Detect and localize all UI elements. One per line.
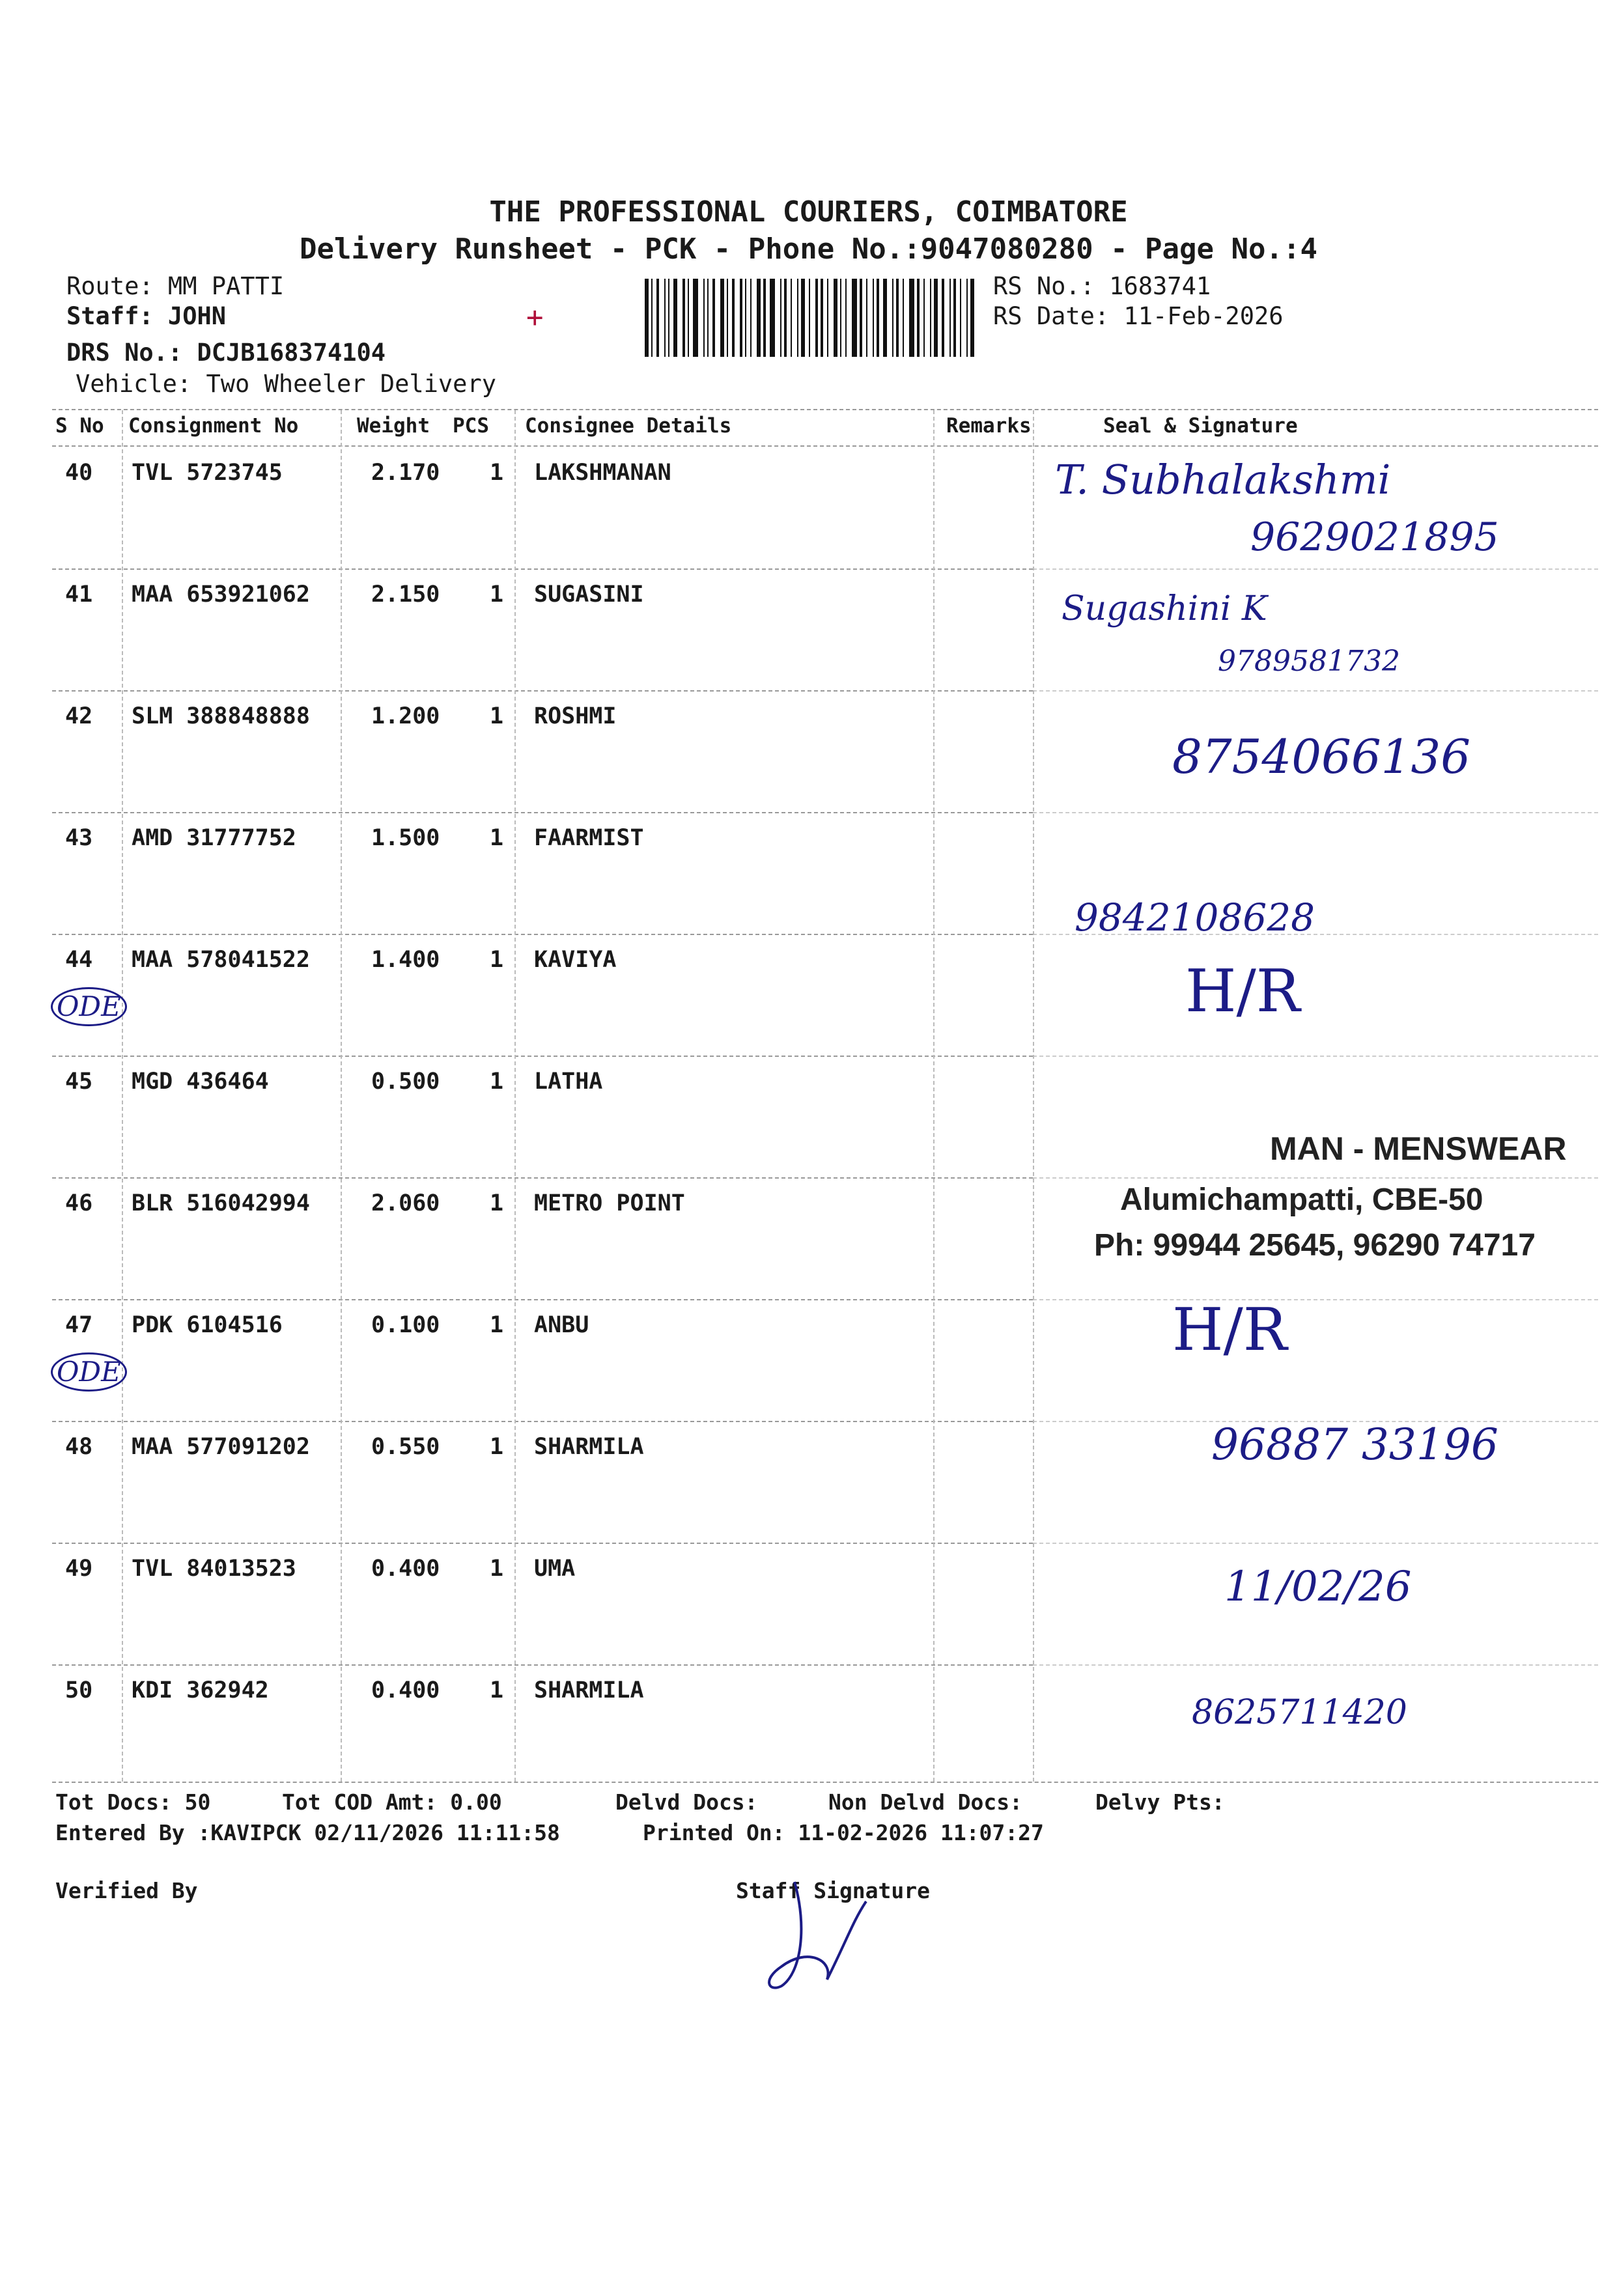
cell-weight: 0.400 [371,1677,440,1703]
cell-weight: 2.060 [371,1190,440,1216]
cell-weight: 0.500 [371,1069,440,1095]
barcode-bar [860,279,862,357]
barcode-bar [707,279,709,357]
barcode-bar [651,279,653,357]
total-cod-amount: Tot COD Amt: 0.00 [282,1789,502,1815]
cell-pcs: 1 [490,581,504,608]
cell-consignment: MGD 436464 [132,1069,269,1095]
col-header-consignment: Consignment No [128,414,299,438]
row-divider [52,1177,1033,1179]
handwritten-note-row-47: H/R [1172,1296,1287,1364]
barcode-bar [780,279,781,357]
rs-date: RS Date: 11-Feb-2026 [993,302,1284,330]
barcode-bar [834,279,837,357]
cell-consignee: KAVIYA [534,947,617,973]
barcode-bar [656,279,659,357]
barcode-bar [712,279,715,357]
barcode-bar [797,279,798,357]
drs-number: DRS No.: DCJB168374104 [66,339,386,367]
barcode-bar [815,279,818,357]
printed-on: Printed On: 11-02-2026 11:07:27 [643,1820,1044,1845]
barcode-bar [688,279,689,357]
barcode-bar [877,279,879,357]
cell-consignee: SHARMILA [534,1434,644,1460]
barcode-bar [883,279,887,357]
column-divider [514,410,516,1782]
red-pen-mark: + [526,301,544,334]
handwritten-phone-row-43: 9842108628 [1075,895,1315,940]
barcode-bar [682,279,685,357]
cell-weight: 1.400 [371,947,440,973]
barcode-bar [852,279,857,357]
row-divider [1033,1299,1598,1300]
handwritten-phone-row-41: 9789581732 [1218,645,1400,678]
cell-weight: 0.550 [371,1434,440,1460]
row-divider [1033,568,1598,570]
barcode-bar [720,279,724,357]
barcode-bar [732,279,735,357]
cell-pcs: 1 [490,1677,504,1703]
cell-sno: 50 [65,1677,93,1703]
cell-weight: 1.500 [371,825,440,851]
cell-consignment: TVL 84013523 [132,1556,296,1582]
cell-sno: 44 [65,947,93,973]
row-divider [52,1543,1033,1544]
cell-consignment: SLM 388848888 [132,703,310,729]
cell-sno: 46 [65,1190,93,1216]
barcode-bar [934,279,938,357]
table-top-rule [52,409,1598,410]
row-divider [1033,1056,1598,1057]
barcode-bar [970,279,974,357]
col-header-remarks: Remarks [946,414,1032,438]
barcode-bar [693,279,698,357]
route: Route: MM PATTI [66,272,285,300]
barcode-bar [827,279,828,357]
cell-consignee: SUGASINI [534,581,644,608]
barcode-bar [866,279,867,357]
cell-weight: 2.170 [371,460,440,486]
cell-pcs: 1 [490,1190,504,1216]
cell-pcs: 1 [490,1069,504,1095]
cell-sno: 43 [65,825,93,851]
cell-consignment: MAA 577091202 [132,1434,310,1460]
company-title: THE PROFESSIONAL COURIERS, COIMBATORE [489,195,1128,229]
barcode-bar [953,279,956,357]
col-header-seal-signature: Seal & Signature [1103,414,1298,438]
row-divider [52,568,1033,570]
cell-weight: 0.100 [371,1312,440,1338]
entered-by: Entered By :KAVIPCK 02/11/2026 11:11:58 [55,1820,560,1845]
staff-signature-label: Staff Signature [736,1878,931,1903]
barcode-bar [750,279,752,357]
cell-sno: 41 [65,581,93,608]
cell-pcs: 1 [490,460,504,486]
cell-consignee: METRO POINT [534,1190,685,1216]
cell-weight: 2.150 [371,581,440,608]
barcode-bar [923,279,925,357]
cell-consignment: BLR 516042994 [132,1190,310,1216]
barcode-bar [801,279,805,357]
barcode-bar [930,279,931,357]
cell-sno: 45 [65,1069,93,1095]
handwritten-phone-row-48: 96887 33196 [1211,1420,1498,1470]
cell-consignment: AMD 31777752 [132,825,296,851]
barcode-bar [892,279,893,357]
shop-stamp-line-1: MAN - MENSWEAR [1270,1130,1567,1167]
cell-pcs: 1 [490,1434,504,1460]
table-bottom-rule [52,1782,1598,1783]
barcode-bar [763,279,766,357]
row-divider [1033,1543,1598,1544]
cell-consignment: PDK 6104516 [132,1312,283,1338]
barcode-bar [821,279,823,357]
cell-pcs: 1 [490,1556,504,1582]
delivered-docs: Delvd Docs: [615,1789,758,1815]
total-docs: Tot Docs: 50 [55,1789,211,1815]
row-divider [52,1421,1033,1422]
cell-consignee: UMA [534,1556,576,1582]
handwritten-date-row-49: 11/02/26 [1224,1563,1412,1611]
header-bottom-rule [52,445,1598,447]
barcode-bar [745,279,746,357]
barcode-bar [673,279,677,357]
vehicle: Vehicle: Two Wheeler Delivery [76,370,497,398]
signature-row-41: Sugashini K [1062,589,1267,628]
runsheet-subtitle: Delivery Runsheet - PCK - Phone No.:9047080280 - Page No.:4 [300,232,1317,266]
cell-consignment: MAA 578041522 [132,947,310,973]
handwritten-phone-row-40: 9629021895 [1250,514,1499,560]
barcode-bar [770,279,775,357]
barcode-bar [791,279,792,357]
delivery-points: Delvy Pts: [1095,1789,1225,1815]
cell-pcs: 1 [490,1312,504,1338]
barcode-bar [845,279,847,357]
cell-consignee: FAARMIST [534,825,644,851]
barcode-bar [664,279,666,357]
barcode-bar [949,279,951,357]
row-divider [1033,1177,1598,1179]
cell-sno: 42 [65,703,93,729]
cell-sno: 49 [65,1556,93,1582]
barcode-bar [966,279,968,357]
barcode-bar [809,279,810,357]
barcode-bar [727,279,728,357]
barcode-bar [703,279,705,357]
cell-consignee: ROSHMI [534,703,617,729]
barcode-bar [645,279,649,357]
row-divider [52,812,1033,813]
handwritten-note-row-44: H/R [1185,957,1301,1026]
cell-consignee: ANBU [534,1312,589,1338]
cell-consignment: TVL 5723745 [132,460,283,486]
column-divider [933,410,935,1782]
barcode-bar [903,279,904,357]
row-divider [52,1299,1033,1300]
barcode-bar [668,279,669,357]
staff-signature-scribble [755,1875,886,2006]
barcode-bar [757,279,761,357]
barcode-bar [784,279,787,357]
cell-pcs: 1 [490,825,504,851]
signature-row-40: T. Subhalakshmi [1055,456,1391,503]
column-divider [122,410,123,1782]
staff: Staff: JOHN [66,302,227,330]
cell-weight: 0.400 [371,1556,440,1582]
row-divider [1033,1664,1598,1666]
cell-consignee: LATHA [534,1069,603,1095]
non-delivered-docs: Non Delvd Docs: [828,1789,1023,1815]
shop-stamp-line-3: Ph: 99944 25645, 96290 74717 [1094,1228,1536,1263]
cell-sno: 47 [65,1312,93,1338]
verified-by-label: Verified By [55,1878,198,1903]
barcode-bar [740,279,742,357]
cell-pcs: 1 [490,703,504,729]
barcode-bar [917,279,920,357]
cell-weight: 1.200 [371,703,440,729]
rs-number: RS No.: 1683741 [993,272,1211,300]
col-header-pcs: PCS [453,414,489,438]
cell-sno: 48 [65,1434,93,1460]
column-divider [341,410,342,1782]
cell-sno: 40 [65,460,93,486]
handwritten-phone-row-42: 8754066136 [1172,729,1471,784]
barcode-bar [873,279,874,357]
row-divider [52,1056,1033,1057]
row-divider [52,934,1033,935]
shop-stamp-line-2: Alumichampatti, CBE-50 [1120,1183,1483,1217]
cell-consignment: MAA 653921062 [132,581,310,608]
row-divider [1033,812,1598,813]
column-divider [1033,410,1034,1782]
cell-consignee: SHARMILA [534,1677,644,1703]
barcode-bar [960,279,961,357]
barcode-bar [840,279,841,357]
handwritten-mark-row-44: ODE [51,987,127,1026]
row-divider [52,690,1033,692]
handwritten-mark-row-47: ODE [51,1352,127,1392]
col-header-sno: S No [55,414,104,438]
handwritten-phone-row-50: 8625711420 [1192,1693,1407,1732]
barcode-bar [896,279,899,357]
barcode-bar [942,279,944,357]
row-divider [52,1664,1033,1666]
col-header-weight: Weight [357,414,430,438]
barcode [645,279,985,357]
row-divider [1033,690,1598,692]
cell-consignee: LAKSHMANAN [534,460,671,486]
barcode-bar [909,279,914,357]
col-header-consignee: Consignee Details [525,414,732,438]
cell-pcs: 1 [490,947,504,973]
cell-consignment: KDI 362942 [132,1677,269,1703]
